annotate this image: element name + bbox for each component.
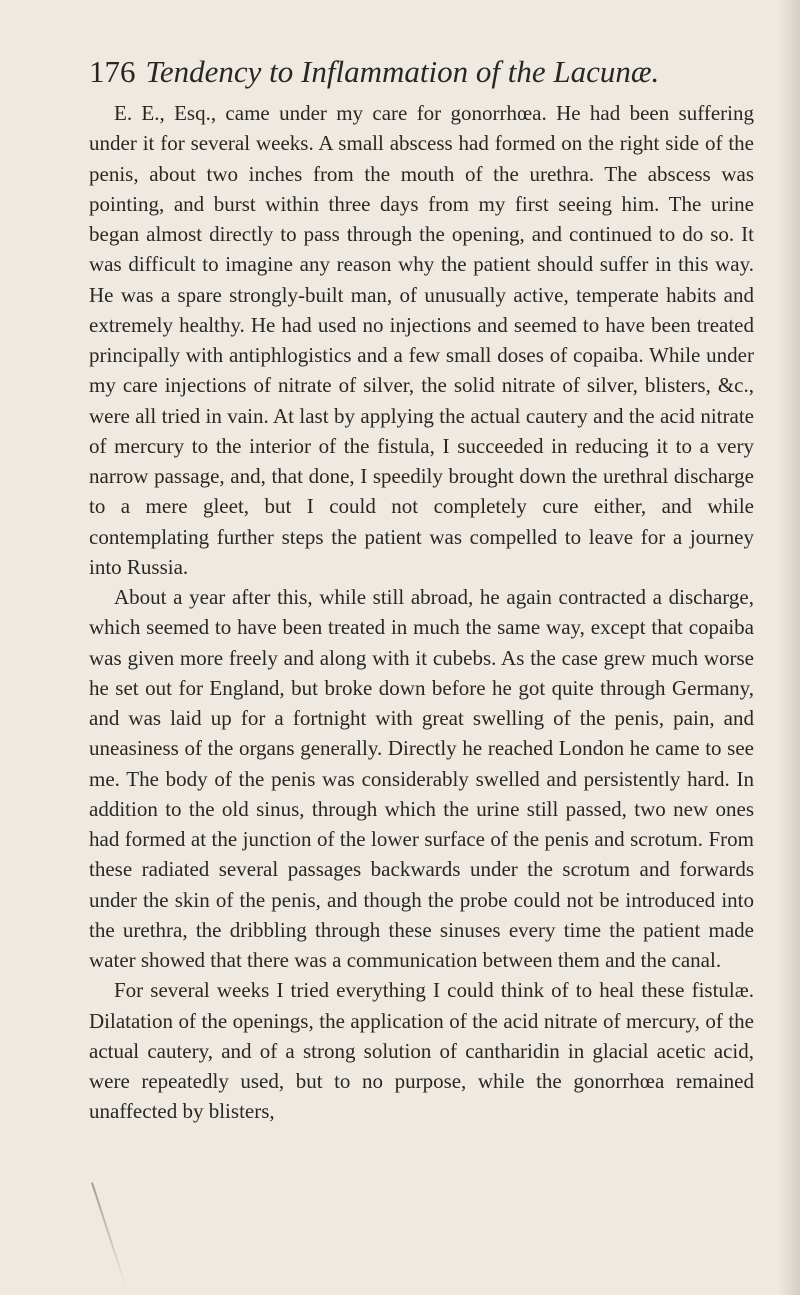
margin-mark: [91, 1182, 127, 1287]
page-header: [89, 52, 754, 92]
paragraph-3: For several weeks I tried everything I could think of to heal these fistulæ. Dilatation of the openings, the application of the acid nitrate of mercury, of the actual cautery, and of a strong solution of cantharidin in glacial acetic acid, were repeatedly used, but to no purpose, while the gonorrhœa remained unaffected by blisters,: [89, 978, 754, 1124]
page-edge-shadow: [778, 0, 800, 1295]
paragraph-2: About a year after this, while still abroad, he again contracted a discharge, which seemed to have been treated in much the same way, except that copaiba was given more freely and along with it cubebs. As the case grew much worse he set out for England, but broke down before he got quite through Germany, and was laid up for a fortnight with great swelling of the penis, pain, and uneasiness of the organs generally. Directly he reached London he came to see me. The body of the penis was considerably swelled and persistently hard. In addition to the old sinus, through which the urine still passed, two new ones had formed at the junction of the lower surface of the penis and scrotum. From these radiated several passages backwards under the scrotum and forwards under the skin of the penis, and though the probe could not be introduced into the urethra, the dribbling through these sinuses every time the patient made water showed that there was a communication between them and the canal.: [89, 585, 754, 972]
running-title: Tendency to Inflammation of the Lacunæ.: [145, 54, 660, 89]
body-text: [89, 98, 754, 1127]
paragraph-1: E. E., Esq., came under my care for gonorrhœa. He had been suffering under it for several weeks. A small abscess had formed on the right side of the penis, about two inches from the mouth of the urethra. The abscess was pointing, and burst within three days from my first seeing him. The urine began almost directly to pass through the opening, and continued to do so. It was difficult to imagine any reason why the patient should suffer in this way. He was a spare strongly-built man, of unusually active, temperate habits and extremely healthy. He had used no injections and seemed to have been treated principally with antiphlogistics and a few small doses of copaiba. While under my care injections of nitrate of silver, the solid nitrate of silver, blisters, &c., were all tried in vain. At last by applying the actual cautery and the acid nitrate of mercury to the interior of the fistula, I succeeded in reducing it to a very narrow passage, and, that done, I speedily brought down the urethral discharge to a mere gleet, but I could not completely cure either, and while contemplating further steps the patient was compelled to leave for a journey into Russia.: [89, 101, 754, 579]
page-number: 176: [89, 54, 136, 89]
